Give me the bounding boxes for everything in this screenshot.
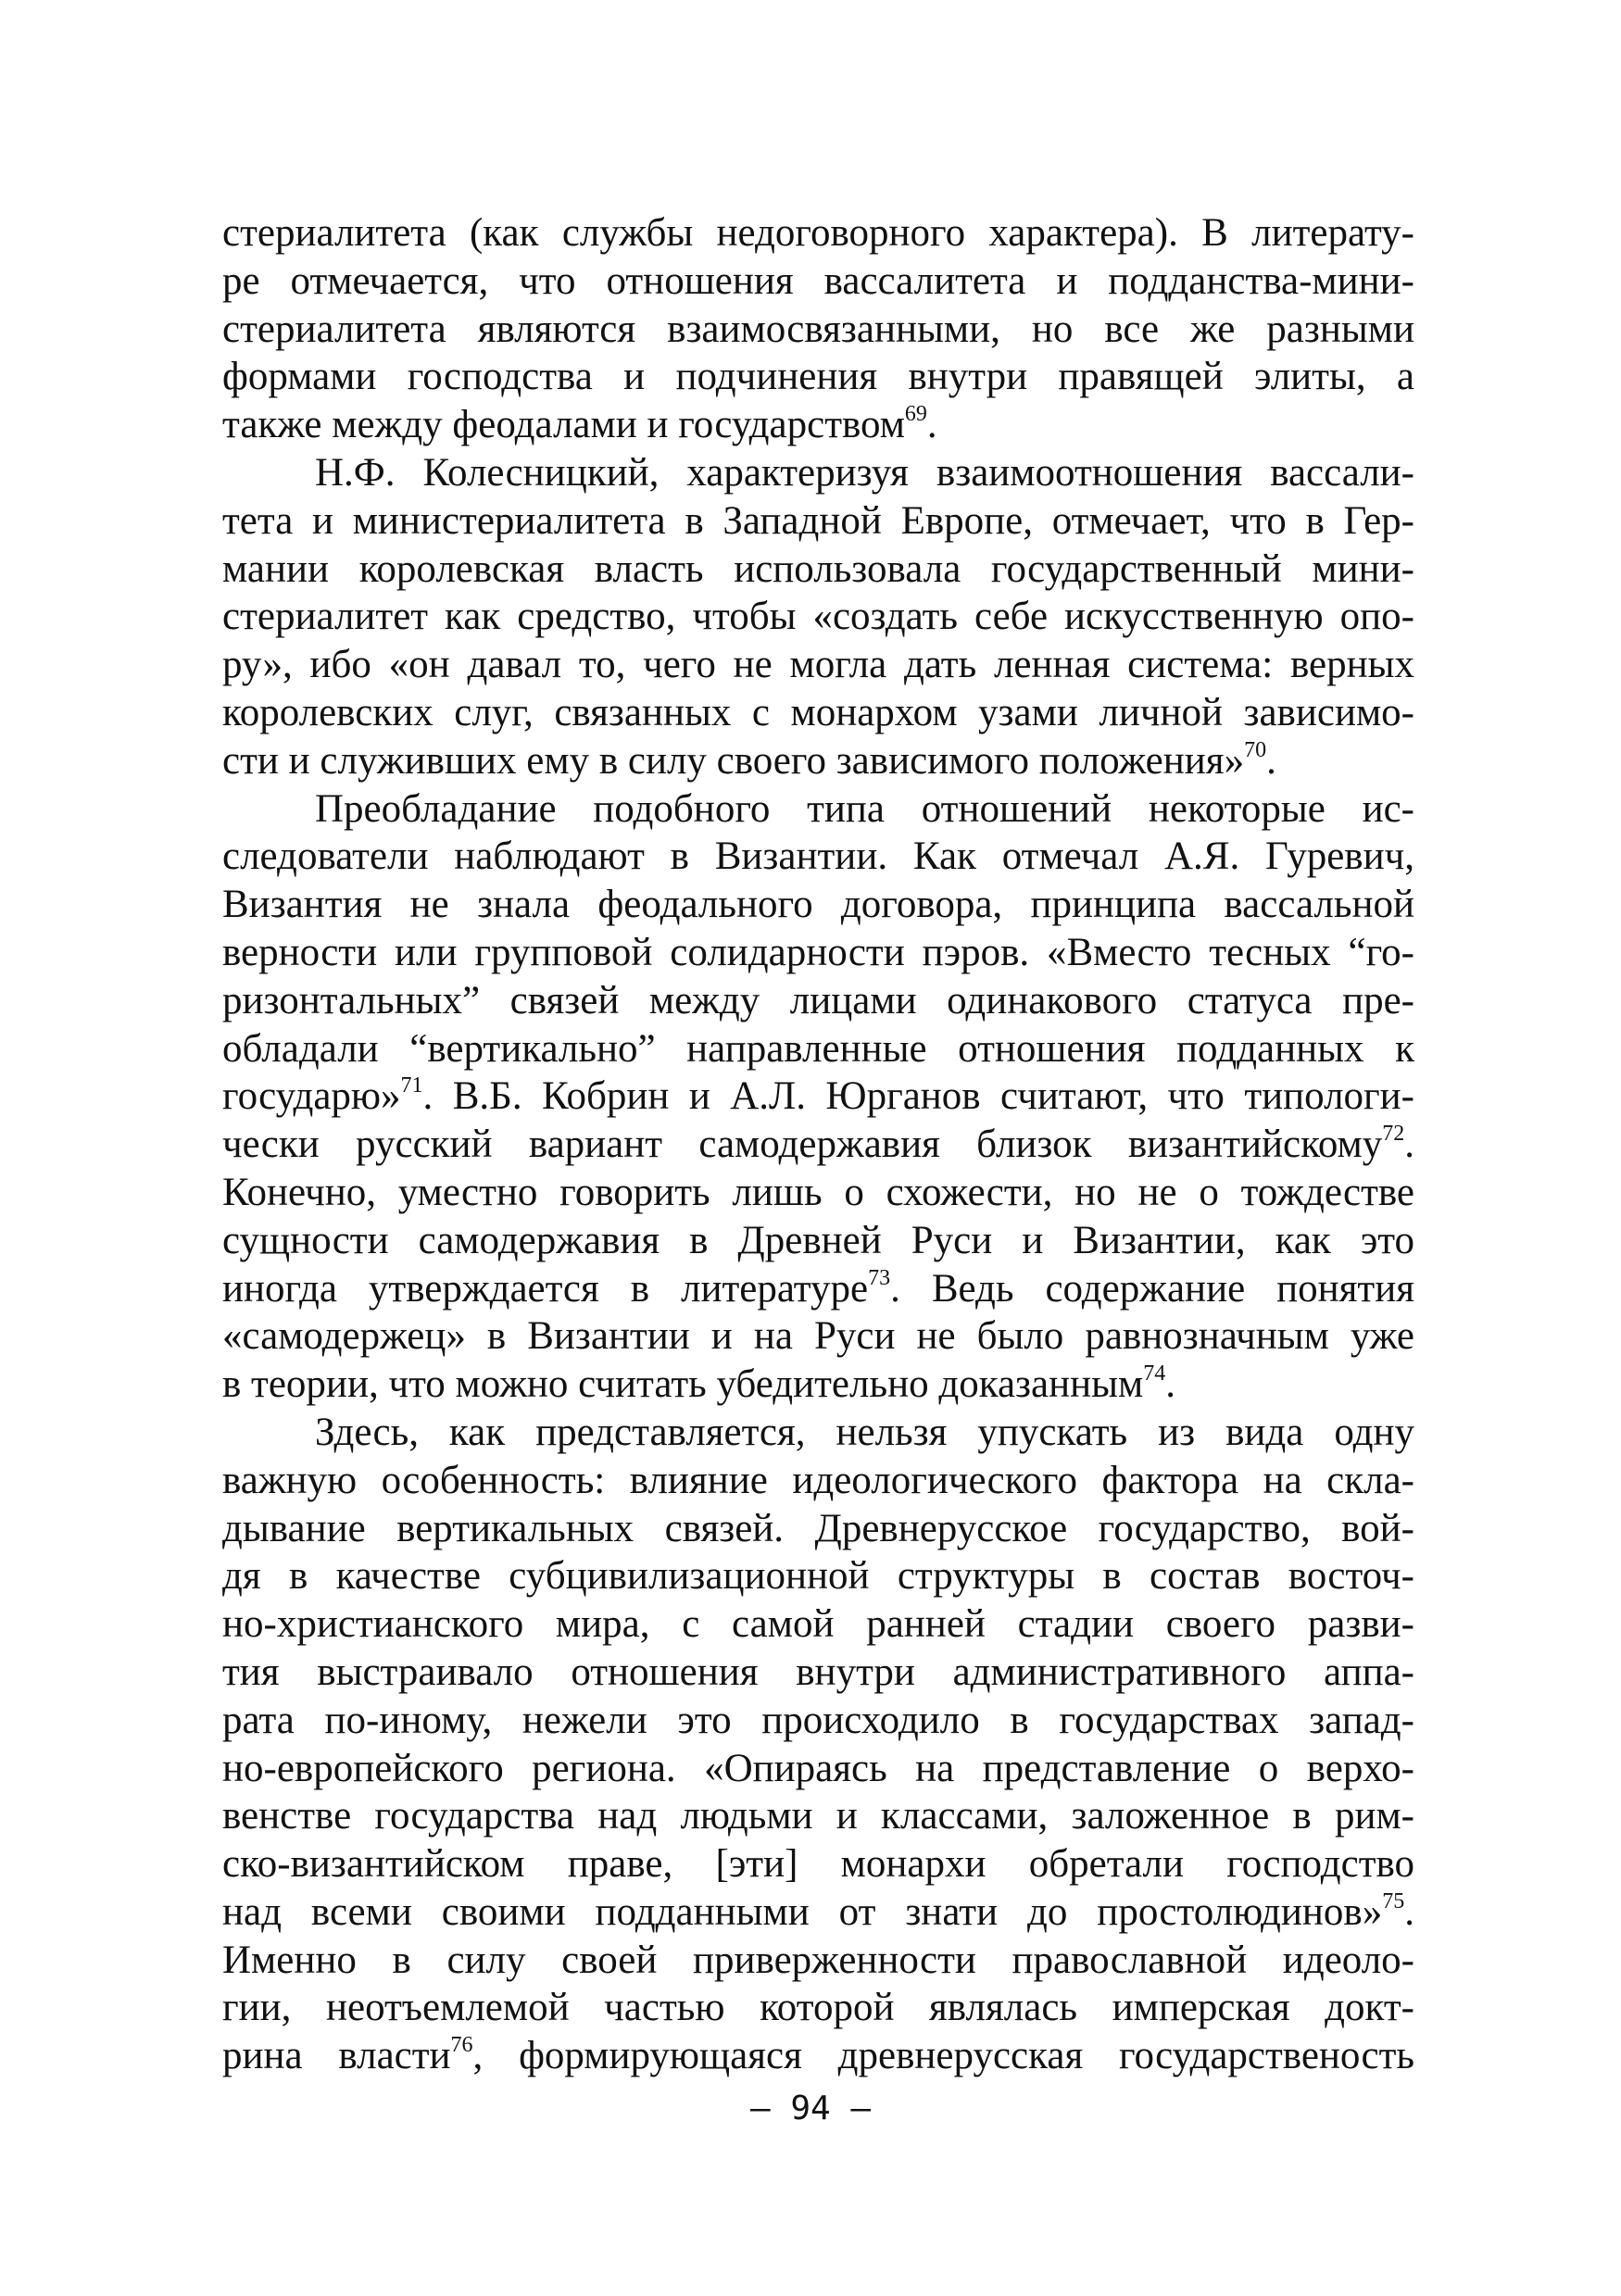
line-text: рина власти — [222, 2034, 451, 2078]
line-text: обладали “вертикально” направленные отношения подданных к — [222, 1026, 1414, 1071]
text-line — [222, 449, 1414, 497]
text-line — [222, 1265, 1414, 1313]
text-line — [222, 1697, 1414, 1745]
footnote-ref: 74 — [1143, 1361, 1166, 1386]
line-text: Здесь, как представляется, нельзя упускать из вида одну — [315, 1410, 1414, 1454]
line-text: следователи наблюдают в Византии. Как отмечал А.Я. Гуревич, — [222, 834, 1414, 879]
text-line — [222, 737, 1414, 785]
footnote-ref: 72 — [1382, 1122, 1405, 1147]
text-line — [222, 1169, 1414, 1217]
line-text: верности или групповой солидарности пэров. «Вместо тесных “го- — [222, 930, 1414, 974]
line-text: над всеми своими подданными от знати до простолюдинов» — [222, 1889, 1383, 1934]
line-text: иногда утверждается в литературе — [222, 1266, 869, 1311]
line-text: Византия не знала феодального договора, принципа вассальной — [222, 883, 1414, 927]
text-line — [222, 1937, 1414, 1985]
line-text-tail: , формирующаяся древнерусская государственость — [472, 2034, 1414, 2078]
line-text-tail: . — [926, 403, 937, 447]
line-text: гии, неотъемлемой частью которой являлась имперская докт- — [222, 1986, 1414, 2030]
text-line — [222, 497, 1414, 546]
line-text: ско-византийском праве, [эти] монархи обретали господство — [222, 1842, 1414, 1887]
text-line — [222, 881, 1414, 929]
text-line — [222, 977, 1414, 1025]
text-line — [222, 929, 1414, 977]
text-line — [222, 1121, 1414, 1169]
line-text: также между феодалами и государством — [222, 403, 905, 447]
line-text: Именно в силу своей приверженности православной идеоло- — [222, 1938, 1414, 1982]
text-line — [222, 641, 1414, 689]
text-line — [222, 1840, 1414, 1888]
footnote-ref: 73 — [868, 1265, 891, 1290]
page-number: — 94 — — [749, 2089, 872, 2127]
line-text: формами господства и подчинения внутри правящей элиты, а — [222, 355, 1414, 399]
line-text: но-христианского мира, с самой ранней стадии своего разви- — [222, 1602, 1414, 1647]
line-text: сущности самодержавия в Древней Руси и Византии, как это — [222, 1218, 1414, 1262]
text-line — [222, 1552, 1414, 1600]
line-text: дывание вертикальных связей. Древнерусское государство, вой- — [222, 1506, 1414, 1550]
line-text-tail: . В.Б. Кобрин и А.Л. Юрганов считают, что типологи- — [422, 1074, 1414, 1119]
text-line — [222, 1505, 1414, 1553]
text-line — [222, 1073, 1414, 1121]
text-line — [222, 257, 1414, 306]
text-line — [222, 1457, 1414, 1505]
line-text: ризонтальных” связей между лицами одинакового статуса пре- — [222, 978, 1414, 1023]
text-line — [222, 401, 1414, 449]
line-text: дя в качестве субцивилизационной структуры в состав восточ- — [222, 1554, 1414, 1599]
footnote-ref: 75 — [1382, 1888, 1405, 1913]
line-text: «самодержец» в Византии и на Руси не было равнозначным уже — [222, 1314, 1414, 1359]
footnote-ref: 71 — [400, 1073, 423, 1098]
line-text: стериалитета являются взаимосвязанными, но все же разными — [222, 307, 1414, 351]
line-text: сти и служивших ему в силу своего зависимого положения» — [222, 738, 1245, 783]
line-text-tail: . Ведь содержание понятия — [890, 1266, 1414, 1311]
line-text-tail: . — [1266, 738, 1276, 783]
line-text: тета и министериалитета в Западной Европе, отмечает, что в Гер- — [222, 498, 1414, 543]
footnote-ref: 69 — [904, 402, 927, 427]
text-line — [222, 1792, 1414, 1840]
text-line — [222, 353, 1414, 401]
line-text: но-европейского региона. «Опираясь на представление о верхо- — [222, 1746, 1414, 1790]
text-line — [222, 1409, 1414, 1457]
line-text: ру», ибо «он давал то, чего не могла дать ленная система: верных — [222, 643, 1414, 687]
line-text-tail: . — [1404, 1123, 1414, 1167]
line-text: Конечно, уместно говорить лишь о схожести, но не о тождестве — [222, 1170, 1414, 1214]
line-text: тия выстраивало отношения внутри административного аппа- — [222, 1650, 1414, 1694]
line-text: Преобладание подобного типа отношений некоторые ис- — [315, 786, 1414, 831]
line-text: мании королевская власть использовала государственный мини- — [222, 546, 1414, 591]
text-line — [222, 209, 1414, 257]
text-line — [222, 1984, 1414, 2032]
text-line — [222, 785, 1414, 834]
line-text: королевских слуг, связанных с монархом узами личной зависимо- — [222, 690, 1414, 734]
text-line — [222, 593, 1414, 641]
text-line — [222, 1025, 1414, 1073]
text-line — [222, 546, 1414, 594]
footnote-ref: 70 — [1244, 737, 1267, 762]
text-line — [222, 1312, 1414, 1361]
text-line — [222, 2032, 1414, 2080]
line-text: важную особенность: влияние идеологического фактора на скла- — [222, 1458, 1414, 1502]
text-line — [222, 1217, 1414, 1265]
line-text: стериалитета (как службы недоговорного характера). В литерату- — [222, 211, 1414, 255]
text-line — [222, 1745, 1414, 1793]
text-line — [222, 1649, 1414, 1697]
body-text — [222, 209, 1414, 2080]
line-text: стериалитет как средство, чтобы «создать себе искусственную опо- — [222, 595, 1414, 639]
line-text-tail: . — [1165, 1362, 1175, 1407]
line-text: чески русский вариант самодержавия близок византийскому — [222, 1123, 1383, 1167]
text-line — [222, 689, 1414, 737]
text-line — [222, 306, 1414, 354]
line-text: Н.Ф. Колесницкий, характеризуя взаимоотношения вассали- — [315, 450, 1414, 495]
footnote-ref: 76 — [450, 2033, 473, 2058]
line-text-tail: . — [1404, 1889, 1414, 1934]
text-line — [222, 1888, 1414, 1937]
text-line — [222, 1361, 1414, 1409]
text-line — [222, 833, 1414, 881]
line-text: в теории, что можно считать убедительно доказанным — [222, 1362, 1144, 1407]
text-line — [222, 1600, 1414, 1649]
line-text: венстве государства над людьми и классами, заложенное в рим- — [222, 1794, 1414, 1838]
line-text: ре отмечается, что отношения вассалитета и подданства-мини- — [222, 258, 1414, 303]
line-text: государю» — [222, 1074, 401, 1119]
line-text: рата по-иному, нежели это происходило в государствах запад- — [222, 1698, 1414, 1742]
